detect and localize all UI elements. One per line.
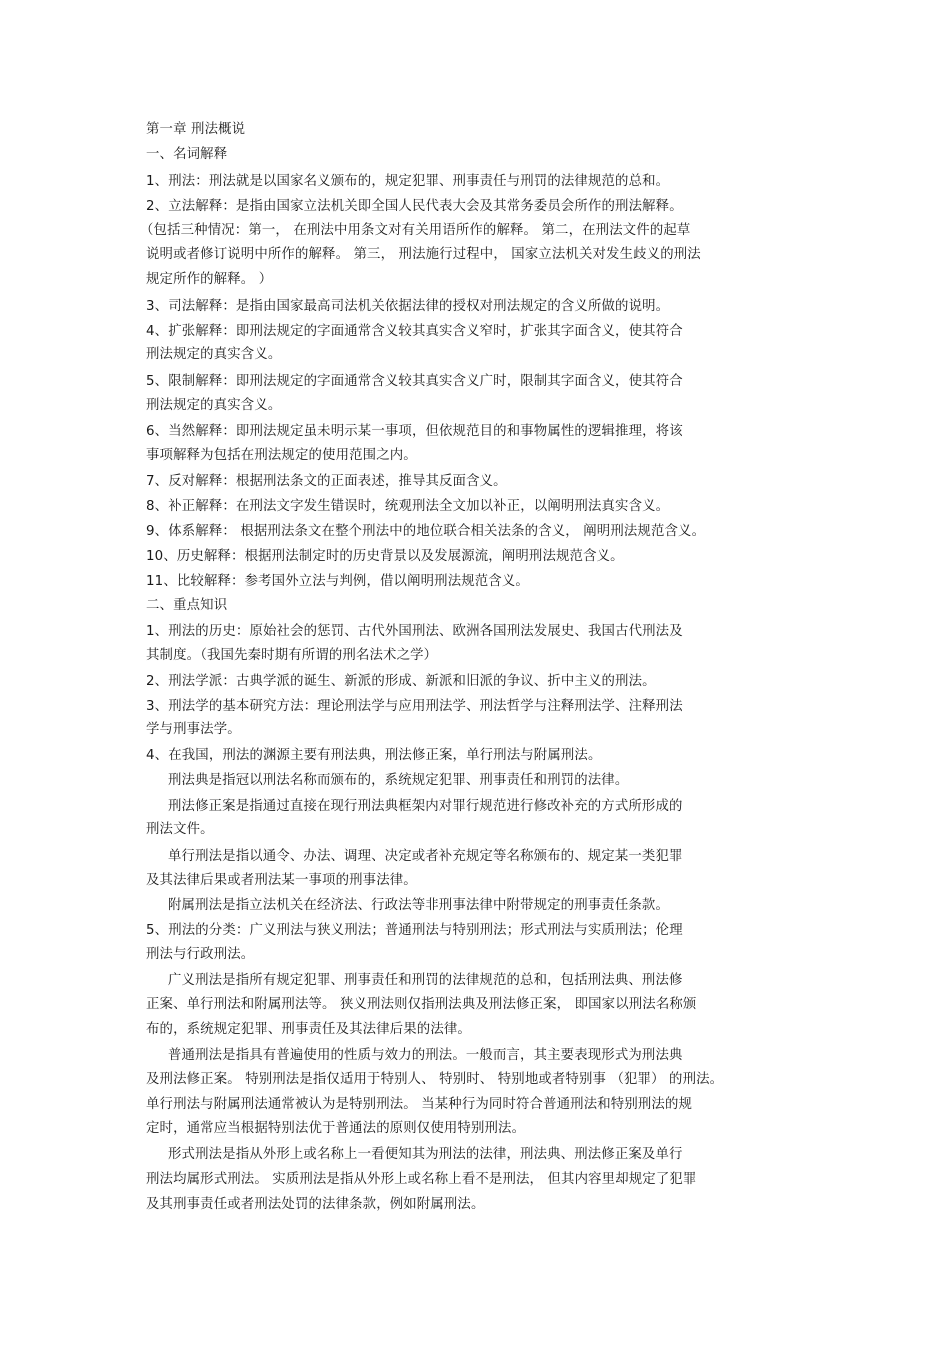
text-line: 刑法修正案是指通过直接在现行刑法典框架内对罪行规范进行修改补充的方式所形成的 (168, 799, 683, 814)
text-line: 单行刑法是指以通令、办法、调理、决定或者补充规定等名称颁布的、规定某一类犯罪 (168, 849, 683, 864)
text-line: 其制度。（我国先秦时期有所谓的刑名法术之学） (146, 648, 438, 663)
text-line: 刑法典是指冠以刑法名称而颁布的，系统规定犯罪、刑事责任和刑罚的法律。 (168, 773, 629, 788)
chapter-title: 第一章 刑法概说 (146, 122, 246, 137)
text-line: 事项解释为包括在刑法规定的使用范围之内。 (146, 448, 417, 463)
text-line: 附属刑法是指立法机关在经济法、行政法等非刑事法律中附带规定的刑事责任条款。 (168, 898, 670, 913)
text-line: 刑法均属形式刑法。 实质刑法是指从外形上或名称上看不是刑法， 但其内容里却规定了犯罪 (146, 1172, 697, 1187)
text-line: 刑法文件。 (146, 822, 214, 837)
text-line: （包括三种情况：第一， 在刑法中用条文对有关用语所作的解释。 第二，在刑法文件的起草 (140, 223, 691, 238)
text-line: 1、刑法的历史：原始社会的惩罚、古代外国刑法、欧洲各国刑法发展史、我国古代刑法及 (146, 624, 683, 639)
text-line: 6、当然解释：即刑法规定虽未明示某一事项，但依规范目的和事物属性的逻辑推理，将该 (146, 424, 683, 439)
text-line: 定时，通常应当根据特别法优于普通法的原则仅使用特别刑法。 (146, 1121, 526, 1136)
text-line: 1、刑法：刑法就是以国家名义颁布的，规定犯罪、刑事责任与刑罚的法律规范的总和。 (146, 174, 670, 189)
section-heading: 二、重点知识 (146, 598, 228, 613)
text-line: 学与刑事法学。 (146, 722, 241, 737)
text-line: 形式刑法是指从外形上或名称上一看便知其为刑法的法律，刑法典、刑法修正案及单行 (168, 1147, 683, 1162)
text-line: 4、在我国，刑法的渊源主要有刑法典，刑法修正案，单行刑法与附属刑法。 (146, 748, 602, 763)
text-line: 普通刑法是指具有普遍使用的性质与效力的刑法。一般而言，其主要表现形式为刑法典 (168, 1048, 683, 1063)
text-line: 规定所作的解释。 ） (146, 272, 273, 287)
text-line: 2、刑法学派：古典学派的诞生、新派的形成、新派和旧派的争议、折中主义的刑法。 (146, 674, 656, 689)
text-line: 5、限制解释：即刑法规定的字面通常含义较其真实含义广时，限制其字面含义，使其符合 (146, 374, 683, 389)
text-line: 3、司法解释：是指由国家最高司法机关依据法律的授权对刑法规定的含义所做的说明。 (146, 299, 670, 314)
text-line: 5、刑法的分类：广义刑法与狭义刑法；普通刑法与特别刑法；形式刑法与实质刑法；伦理 (146, 923, 683, 938)
text-line: 布的，系统规定犯罪、刑事责任及其法律后果的法律。 (146, 1022, 471, 1037)
text-line: 正案、单行刑法和附属刑法等。 狭义刑法则仅指刑法典及刑法修正案， 即国家以刑法名称颁 (146, 997, 697, 1012)
text-line: 4、扩张解释：即刑法规定的字面通常含义较其真实含义窄时，扩张其字面含义，使其符合 (146, 324, 683, 339)
text-line: 刑法规定的真实含义。 (146, 398, 282, 413)
text-line: 9、体系解释： 根据刑法条文在整个刑法中的地位联合相关法条的含义， 阐明刑法规范含义。 (146, 524, 706, 539)
text-line: 及刑法修正案。 特别刑法是指仅适用于特别人、 特别时、 特别地或者特别事 （犯罪） 的刑法。 (146, 1072, 724, 1087)
text-line: 说明或者修订说明中所作的解释。 第三， 刑法施行过程中， 国家立法机关对发生歧义的刑法 (146, 247, 701, 262)
text-line: 单行刑法与附属刑法通常被认为是特别刑法。 当某种行为同时符合普通刑法和特别刑法的规 (146, 1097, 693, 1112)
text-line: 及其法律后果或者刑法某一事项的刑事法律。 (146, 873, 417, 888)
text-line: 8、补正解释：在刑法文字发生错误时，统观刑法全文加以补正，以阐明刑法真实含义。 (146, 499, 670, 514)
section-heading: 一、名词解释 (146, 147, 228, 162)
text-line: 刑法规定的真实含义。 (146, 347, 282, 362)
text-line: 广义刑法是指所有规定犯罪、刑事责任和刑罚的法律规范的总和，包括刑法典、刑法修 (168, 973, 683, 988)
text-line: 及其刑事责任或者刑法处罚的法律条款，例如附属刑法。 (146, 1197, 485, 1212)
text-line: 7、反对解释：根据刑法条文的正面表述，推导其反面含义。 (146, 474, 507, 489)
text-line: 11、比较解释：参考国外立法与判例，借以阐明刑法规范含义。 (146, 574, 529, 589)
text-line: 10、历史解释：根据刑法制定时的历史背景以及发展源流，阐明刑法规范含义。 (146, 549, 624, 564)
text-line: 刑法与行政刑法。 (146, 947, 255, 962)
text-line: 3、刑法学的基本研究方法：理论刑法学与应用刑法学、刑法哲学与注释刑法学、注释刑法 (146, 699, 683, 714)
text-line: 2、立法解释：是指由国家立法机关即全国人民代表大会及其常务委员会所作的刑法解释。 (146, 199, 683, 214)
